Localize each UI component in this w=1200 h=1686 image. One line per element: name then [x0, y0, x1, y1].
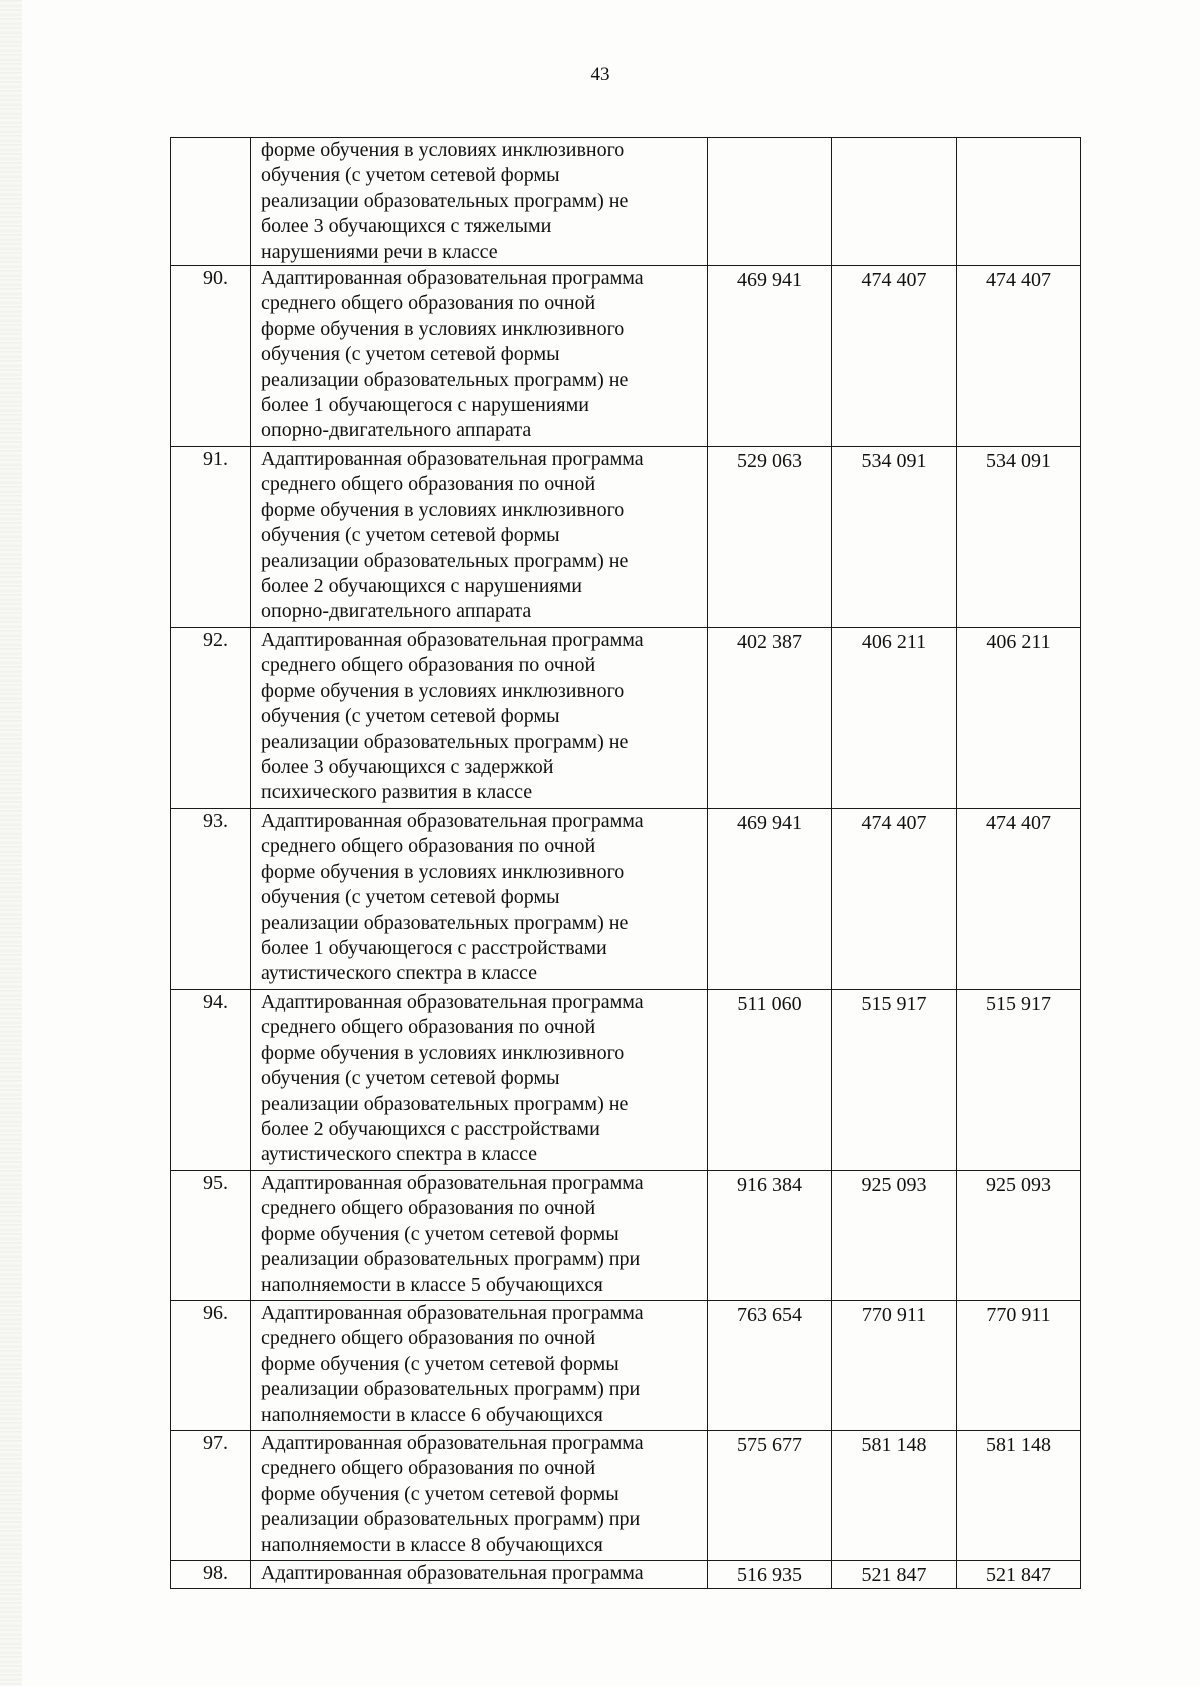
program-name-line: форме обучения (с учетом сетевой формы — [261, 1222, 619, 1245]
value-cell-3: 406 211 — [957, 628, 1081, 809]
value-cell-2: 474 407 — [832, 809, 957, 990]
program-name-line: обучения (с учетом сетевой формы — [261, 886, 560, 909]
program-name-line: аутистического спектра в классе — [261, 962, 538, 985]
program-name-line: Адаптированная образовательная программа — [261, 267, 644, 290]
program-name-line: Адаптированная образовательная программа — [261, 1302, 644, 1325]
page-number: 43 — [590, 64, 610, 85]
program-name-line: реализации образовательных программ) не — [261, 911, 629, 934]
value-cell-1: 916 384 — [708, 1171, 832, 1301]
program-name-line: аутистического спектра в классе — [261, 1143, 538, 1166]
program-name-line: Адаптированная образовательная программа — [261, 1172, 644, 1195]
program-name-cell — [251, 447, 708, 628]
value-cell-3: 581 148 — [957, 1431, 1081, 1561]
program-name-line: обучения (с учетом сетевой формы — [261, 343, 560, 366]
row-number-cell: 98. — [171, 1561, 251, 1589]
value-cell-2: 406 211 — [832, 628, 957, 809]
program-name-line: реализации образовательных программ) не — [261, 368, 629, 391]
program-name-line: более 2 обучающихся с расстройствами — [261, 1118, 600, 1141]
program-name-line: реализации образовательных программ) не — [261, 549, 629, 572]
program-name-line: более 1 обучающегося с нарушениями — [261, 394, 589, 417]
table-row — [171, 1171, 1081, 1301]
program-name-line: более 2 обучающихся с нарушениями — [261, 575, 582, 598]
table-row — [171, 809, 1081, 990]
value-cell-3 — [957, 138, 1081, 266]
program-name-line: наполняемости в классе 5 обучающихся — [261, 1273, 603, 1296]
value-cell-2: 534 091 — [832, 447, 957, 628]
cost-table-body — [171, 138, 1081, 1589]
value-cell-2: 581 148 — [832, 1431, 957, 1561]
value-cell-3: 925 093 — [957, 1171, 1081, 1301]
row-number-cell — [171, 138, 251, 266]
value-cell-1: 529 063 — [708, 447, 832, 628]
program-name-line: наполняемости в классе 8 обучающихся — [261, 1533, 603, 1556]
program-name-line: Адаптированная образовательная программа — [261, 448, 644, 471]
program-name-line: среднего общего образования по очной — [261, 654, 596, 677]
value-cell-1: 469 941 — [708, 266, 832, 447]
value-cell-3: 521 847 — [957, 1561, 1081, 1589]
row-number-cell: 91. — [171, 447, 251, 628]
program-name-line: Адаптированная образовательная программа — [261, 629, 644, 652]
program-name-cell — [251, 809, 708, 990]
row-number-cell: 90. — [171, 266, 251, 447]
value-cell-2: 770 911 — [832, 1301, 957, 1431]
value-cell-2 — [832, 138, 957, 266]
value-cell-2: 925 093 — [832, 1171, 957, 1301]
program-name-line: более 3 обучающихся с тяжелыми — [261, 215, 552, 238]
program-name-cell — [251, 628, 708, 809]
value-cell-3: 770 911 — [957, 1301, 1081, 1431]
program-name-line: форме обучения в условиях инклюзивного — [261, 317, 625, 340]
value-cell-1: 516 935 — [708, 1561, 832, 1589]
row-number-cell: 96. — [171, 1301, 251, 1431]
program-name-line: форме обучения в условиях инклюзивного — [261, 679, 625, 702]
value-cell-3: 515 917 — [957, 990, 1081, 1171]
table-row — [171, 447, 1081, 628]
program-name-cell — [251, 1561, 708, 1589]
program-name-cell — [251, 266, 708, 447]
program-name-line: реализации образовательных программ) не — [261, 1092, 629, 1115]
program-name-line: опорно-двигательного аппарата — [261, 600, 532, 623]
program-name-line: форме обучения (с учетом сетевой формы — [261, 1352, 619, 1375]
program-name-line: более 1 обучающегося с расстройствами — [261, 937, 607, 960]
program-name-cell — [251, 1431, 708, 1561]
row-number-cell: 94. — [171, 990, 251, 1171]
value-cell-1 — [708, 138, 832, 266]
program-name-line: Адаптированная образовательная программа — [261, 991, 644, 1014]
program-name-line: реализации образовательных программ) при — [261, 1508, 641, 1531]
value-cell-2: 515 917 — [832, 990, 957, 1171]
table-row — [171, 990, 1081, 1171]
program-name-line: обучения (с учетом сетевой формы — [261, 524, 560, 547]
program-name-line: форме обучения в условиях инклюзивного — [261, 860, 625, 883]
program-name-line: Адаптированная образовательная программа — [261, 810, 644, 833]
program-name-line: реализации образовательных программ) при — [261, 1248, 641, 1271]
program-name-line: форме обучения в условиях инклюзивного — [261, 1041, 625, 1064]
program-name-line: опорно-двигательного аппарата — [261, 419, 532, 442]
program-name-line: обучения (с учетом сетевой формы — [261, 705, 560, 728]
row-number-cell: 93. — [171, 809, 251, 990]
program-name-line: обучения (с учетом сетевой формы — [261, 164, 560, 187]
table-row — [171, 1431, 1081, 1561]
table-row — [171, 266, 1081, 447]
program-name-line: реализации образовательных программ) не — [261, 730, 629, 753]
value-cell-3: 474 407 — [957, 809, 1081, 990]
program-name-line: реализации образовательных программ) при — [261, 1378, 641, 1401]
value-cell-1: 469 941 — [708, 809, 832, 990]
program-name-line: более 3 обучающихся с задержкой — [261, 756, 554, 779]
program-name-line: среднего общего образования по очной — [261, 1457, 596, 1480]
program-name-line: наполняемости в классе 6 обучающихся — [261, 1403, 603, 1426]
program-name-line: обучения (с учетом сетевой формы — [261, 1067, 560, 1090]
value-cell-2: 474 407 — [832, 266, 957, 447]
program-name-cell — [251, 1171, 708, 1301]
table-row — [171, 1301, 1081, 1431]
value-cell-1: 402 387 — [708, 628, 832, 809]
program-name-line: среднего общего образования по очной — [261, 1327, 596, 1350]
value-cell-2: 521 847 — [832, 1561, 957, 1589]
cost-table — [170, 137, 1081, 1589]
program-name-line: форме обучения в условиях инклюзивного — [261, 498, 625, 521]
program-name-line: нарушениями речи в классе — [261, 240, 498, 263]
program-name-line: форме обучения (с учетом сетевой формы — [261, 1482, 619, 1505]
table-row-continuation — [171, 138, 1081, 266]
value-cell-1: 511 060 — [708, 990, 832, 1171]
program-name-line: среднего общего образования по очной — [261, 1197, 596, 1220]
program-name-line: Адаптированная образовательная программа — [261, 1432, 644, 1455]
table-row — [171, 628, 1081, 809]
value-cell-3: 474 407 — [957, 266, 1081, 447]
program-name-line: форме обучения в условиях инклюзивного — [261, 139, 625, 161]
value-cell-3: 534 091 — [957, 447, 1081, 628]
table-row — [171, 1561, 1081, 1589]
row-number-cell: 97. — [171, 1431, 251, 1561]
program-name-cell — [251, 138, 708, 266]
program-name-cell — [251, 1301, 708, 1431]
program-name-line: среднего общего образования по очной — [261, 292, 596, 315]
row-number-cell: 95. — [171, 1171, 251, 1301]
program-name-line: среднего общего образования по очной — [261, 473, 596, 496]
row-number-cell: 92. — [171, 628, 251, 809]
program-name-line: среднего общего образования по очной — [261, 835, 596, 858]
program-name-line: среднего общего образования по очной — [261, 1016, 596, 1039]
scan-edge-artifact — [0, 0, 22, 1686]
program-name-line: психического развития в классе — [261, 781, 533, 804]
value-cell-1: 763 654 — [708, 1301, 832, 1431]
value-cell-1: 575 677 — [708, 1431, 832, 1561]
program-name-line: реализации образовательных программ) не — [261, 189, 629, 212]
program-name-line: Адаптированная образовательная программа — [261, 1562, 644, 1585]
program-name-cell — [251, 990, 708, 1171]
